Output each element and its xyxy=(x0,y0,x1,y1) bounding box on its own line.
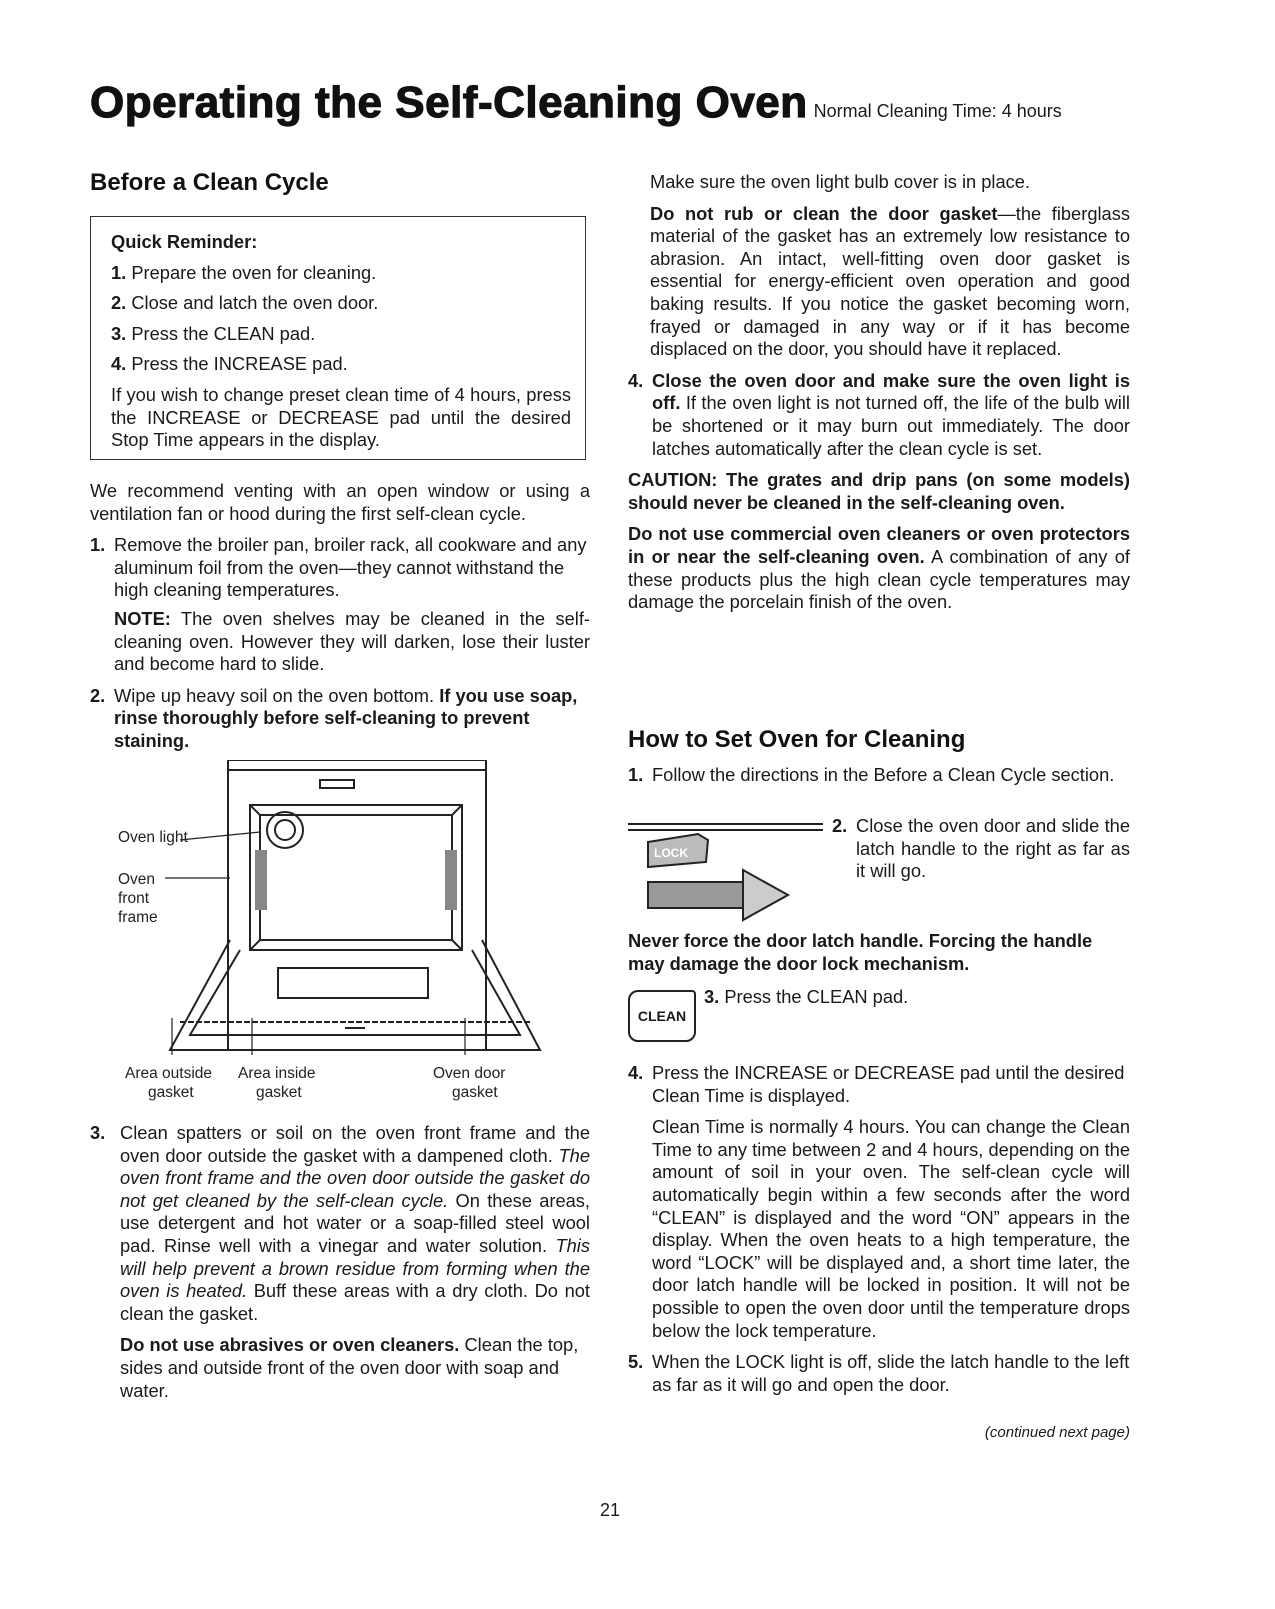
step-3: 3. Clean spatters or soil on the oven front frame and the oven door outside the gasket with a dampened cloth. The oven front frame and the oven door outside the gasket do not get cleaned by the self-clean cycle. On these areas, use detergent and hot water or a soap-filled steel wool pad. Rinse well with a vinegar and water solution. This will help prevent a brown residue from forming when the oven is heated. Buff these areas with a dry cloth. Do not clean the gasket. Do not use abrasives or oven cleaners. Clean the top, sides and outside front of the oven door with soap and water. xyxy=(90,1122,591,1401)
oven-cavity xyxy=(250,805,462,950)
oven-door-window xyxy=(278,968,428,998)
label-area-outside-1: Area outside xyxy=(125,1065,213,1082)
reminder-item: 3. Press the CLEAN pad. xyxy=(111,322,316,344)
oven-light-leader xyxy=(180,832,260,840)
oven-light-bulb xyxy=(267,812,303,848)
continued-next-page: (continued next page) xyxy=(984,1424,1130,1441)
label-area-inside-2: gasket xyxy=(256,1084,302,1101)
reminder-item: 1. Prepare the oven for cleaning. xyxy=(111,261,377,283)
reminder-note: If you wish to change preset clean time of 4 hours, press the INCREASE or DECREASE pad until the desired Stop Time appears in the display. xyxy=(111,383,571,451)
intro-paragraph: We recommend venting with an open window or using a ventilation fan or hood during the first self-clean cycle. xyxy=(90,480,590,524)
step-3-right: 3. Press the CLEAN pad. xyxy=(704,986,909,1007)
step-3-text: Clean spatters or soil on the oven front frame and the oven door outside the gasket with a dampened cloth. The oven front frame and the oven door outside the gasket do not get cleaned by the self-clean cycle. On these areas, use detergent and hot water or a soap-filled steel wool pad. Rinse well with a vinegar and water solution. This will help prevent a brown residue from forming when the oven is heated. Buff these areas with a dry cloth. Do not clean the gasket. xyxy=(120,1122,591,1324)
lock-label: LOCK xyxy=(654,846,688,860)
left-column-text xyxy=(90,480,590,762)
abrasives-paragraph: Do not use abrasives or oven cleaners. Clean the top, sides and outside front of the oven door with soap and water. xyxy=(120,1334,579,1401)
label-area-inside-1: Area inside xyxy=(238,1065,316,1082)
step-4-right: 4. Press the INCREASE or DECREASE pad until the desired Clean Time is displayed. Clean Time is normally 4 hours. You can change the Clean Time to any time between 2 and 4 hours, depending on the amount of soil in your oven. The self-clean cycle will automatically begin within a few seconds after the word “CLEAN” is displayed and the word “ON” appears in the display. When the oven heats to a high temperature, the word “LOCK” will be displayed and, a short time later, the door latch handle will be locked in position. It will not be possible to open the oven door until the temperature drops below the lock temperature. xyxy=(628,1062,1130,1341)
oven-door xyxy=(170,940,540,1050)
label-oven-door-1: Oven door xyxy=(433,1065,506,1082)
left-column-text-2 xyxy=(90,1122,590,1411)
step-2-right: 2. Close the oven door and slide the latch handle to the right as far as it will go. xyxy=(832,815,1130,882)
commercial-cleaners-paragraph: Do not use commercial oven cleaners or oven protectors in or near the self-cleaning oven. A combination of any of these products plus the high clean cycle temperatures may damage the porcelain finish of the oven. xyxy=(628,523,1130,613)
clean-pad-icon xyxy=(628,990,696,1042)
never-force-warning: Never force the door latch handle. Forcing the handle may damage the door lock mechanism. xyxy=(628,930,1093,974)
oven-diagram xyxy=(110,760,550,1060)
page-title xyxy=(90,78,1062,128)
page-number: 21 xyxy=(600,1500,621,1520)
step-5-right: 5. When the LOCK light is off, slide the latch handle to the left as far as it will go and open the door. xyxy=(628,1351,1130,1395)
step-1-right: 1. Follow the directions in the Before a Clean Cycle section. xyxy=(628,764,1115,785)
title-main: Operating the Self-Cleaning Oven xyxy=(90,78,808,127)
label-oven-front-frame-3: frame xyxy=(118,909,158,926)
reminder-item: 4. Press the INCREASE pad. xyxy=(111,353,348,375)
clean-time-paragraph: Clean Time is normally 4 hours. You can change the Clean Time to any time between 2 and 4 hours, depending on the amount of soil in your oven. The self-clean cycle will automatically begin within a few seconds after the word “CLEAN” is displayed and the word “ON” appears in the display. When the oven heats to a high temperature, the word “LOCK” will be displayed and, a short time later, the door latch handle will be locked in position. It will not be possible to open the oven door until the temperature drops below the lock temperature. xyxy=(652,1116,1130,1341)
section-title-how-to-set: How to Set Oven for Cleaning xyxy=(628,726,966,753)
right-column-text-2 xyxy=(628,1062,1130,1405)
reminder-title: Quick Reminder: xyxy=(111,231,258,252)
door-latch-illustration xyxy=(628,812,828,922)
clean-pad-label: CLEAN xyxy=(637,1008,687,1024)
reminder-item: 2. Close and latch the oven door. xyxy=(111,292,379,314)
step-2: 2. Wipe up heavy soil on the oven bottom. If you use soap, rinse thoroughly before self-cleaning to prevent staining. xyxy=(90,684,578,751)
step-1: 1. Remove the broiler pan, broiler rack, all cookware and any aluminum foil from the oven—they cannot withstand the high cleaning temperatures. NOTE: The oven shelves may be cleaned in the self-cleaning oven. However they will darken, lose their luster and become hard to slide. xyxy=(90,534,590,675)
label-oven-door-2: gasket xyxy=(452,1084,498,1101)
section-title-before-clean: Before a Clean Cycle xyxy=(90,169,329,196)
step-4-close-door: 4. Close the oven door and make sure the oven light is off. If the oven light is not turned off, the life of the bulb will be shortened or it may burn out immediately. The door latches automatically after the clean cycle is set. xyxy=(628,369,1130,459)
title-subtitle: Normal Cleaning Time: 4 hours xyxy=(813,101,1062,121)
note-paragraph: NOTE: The oven shelves may be cleaned in the self-cleaning oven. However they will darken, lose their luster and become hard to slide. xyxy=(114,607,590,675)
light-cover-text: Make sure the oven light bulb cover is in place. xyxy=(650,171,1031,192)
label-oven-front-frame-1: Oven xyxy=(118,871,156,888)
gasket-paragraph: Do not rub or clean the door gasket—the fiberglass material of the gasket has an extremely low resistance to abrasion. An intact, well-fitting oven door gasket is essential for energy-efficient oven operation and good baking results. If you notice the gasket becoming worn, frayed or damaged in any way or if it has become displaced on the door, you should have it replaced. xyxy=(650,202,1130,360)
label-area-outside-2: gasket xyxy=(148,1084,194,1101)
caution-text: CAUTION: The grates and drip pans (on some models) should never be cleaned in the self-cleaning oven. xyxy=(628,469,1130,513)
quick-reminder-box xyxy=(90,216,586,460)
label-oven-light: Oven light xyxy=(118,829,188,846)
label-oven-front-frame-2: front xyxy=(118,890,150,907)
step-1-text: Remove the broiler pan, broiler rack, all cookware and any aluminum foil from the oven—they cannot withstand the high cleaning temperatures. xyxy=(114,534,587,601)
right-column-text xyxy=(628,171,1130,623)
